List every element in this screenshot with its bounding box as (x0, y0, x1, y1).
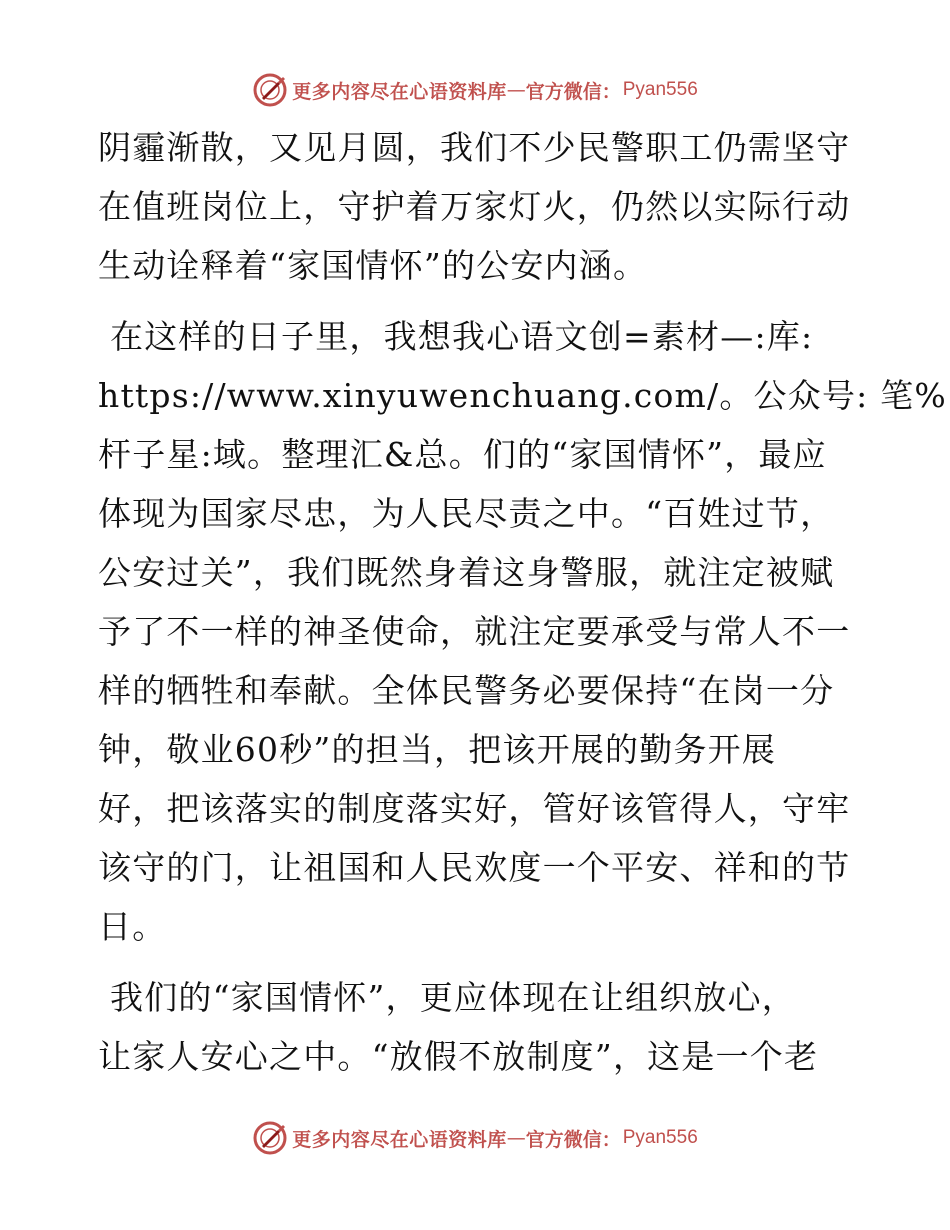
header-banner-text: 更多内容尽在心语资料库 (292, 80, 507, 103)
header-banner (0, 70, 950, 110)
text-line: 在这样的日子里，我想我心语文创=素材—:库: (110, 317, 814, 356)
paragraph-2 (98, 307, 947, 956)
text-line: 生动诠释着“家国情怀”的公安内涵。 (98, 246, 648, 285)
text-line: 杆子星:域。整理汇&总。们的“家国情怀”，最应 (98, 435, 827, 474)
footer-banner-text: 更多内容尽在心语资料库 (292, 1128, 507, 1151)
text-line: 我们的“家国情怀”，更应体现在让组织放心， (110, 978, 796, 1017)
text-line: 阴霾渐散，又见月圆，我们不少民警职工仍需坚守 (98, 128, 851, 167)
text-line: 钟，敬业60秒”的担当，把该开展的勤务开展 (98, 730, 777, 769)
text-line: 好，把该落实的制度落实好，管好该管得人，守牢 (98, 789, 851, 828)
paragraph-3 (98, 968, 858, 1086)
text-line: 体现为国家尽忠，为人民尽责之中。“百姓过节， (98, 494, 835, 533)
document-body (98, 118, 947, 1098)
text-line: 样的牺牲和奉献。全体民警务必要保持“在岗一分 (98, 671, 835, 710)
text-line: 日。 (98, 907, 167, 946)
footer-banner (0, 1118, 950, 1158)
footer-wechat-id: Pyan556 (622, 1127, 698, 1148)
pen-logo-icon (252, 1120, 288, 1156)
text-line: 该守的门，让祖国和人民欢度一个平安、祥和的节 (98, 848, 851, 887)
text-line: 让家人安心之中。“放假不放制度”，这是一个老 (98, 1037, 819, 1076)
footer-banner-dash: — (506, 1127, 526, 1149)
text-line: 在值班岗位上，守护着万家灯火，仍然以实际行动 (98, 187, 851, 226)
paragraph-1 (98, 118, 858, 295)
pen-logo-icon (252, 72, 288, 108)
text-line: https://www.xinyuwenchuang.com/。公众号: 笔% (98, 376, 947, 415)
header-wechat-label: 官方微信： (525, 80, 621, 103)
text-line: 予了不一样的神圣使命，就注定要承受与常人不一 (98, 612, 851, 651)
header-banner-dash: — (506, 79, 526, 101)
header-wechat-id: Pyan556 (622, 79, 698, 100)
footer-wechat-label: 官方微信： (525, 1128, 621, 1151)
text-line: 公安过关”，我们既然身着这身警服，就注定被赋 (98, 553, 835, 592)
